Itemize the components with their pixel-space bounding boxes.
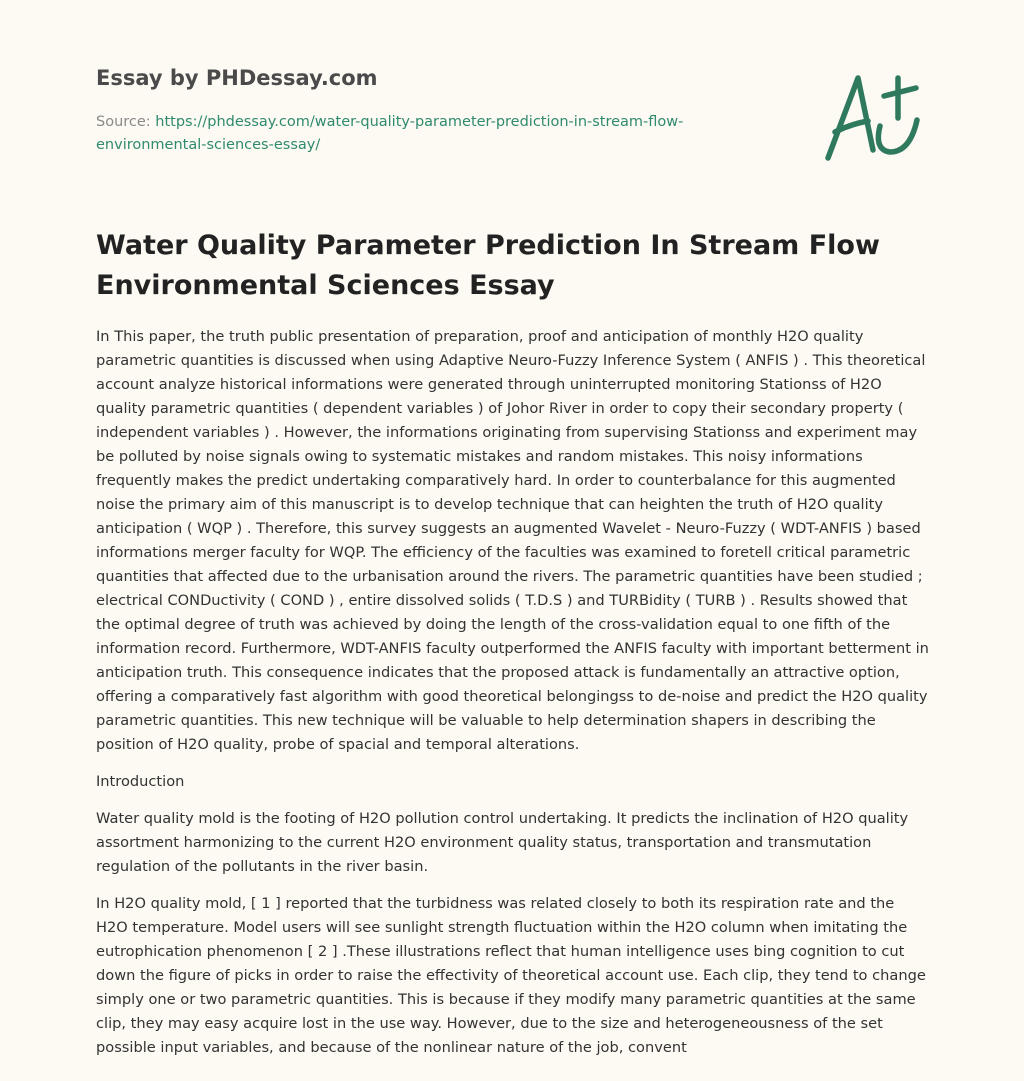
source-label: Source: [96,114,151,130]
source-line [96,111,736,157]
body-paragraph: Water quality mold is the footing of H2O pollution control undertaking. It predicts the inclination of H2O quality assortment harmonizing to the current H2O environment quality status, transportation and transmutation regulation of the pollutants in the river basin. [96,810,909,875]
essay-content [96,325,930,1073]
source-link[interactable]: https://phdessay.com/water-quality-parameter-prediction-in-stream-flow-environmental-sciences-essay/ [96,114,684,153]
site-name: Essay by PHDessay.com [96,66,378,90]
body-paragraph: In H2O quality mold, [ 1 ] reported that the turbidness was related closely to both its respiration rate and the H2O temperature. Model users will see sunlight strength fluctuation within the H2O column when imitating the eutrophication phenomenon [ 2 ] .These illustrations reflect that human intelligence uses bing cognition to cut down the figure of picks in order to raise the effectivity of theoretical account use. Each clip, they tend to change simply one or two parametric quantities. This is because if they modify many parametric quantities at the same clip, they may easy acquire lost in the use way. However, due to the size and heterogeneousness of the set possible input variables, and because of the nonlinear nature of the job, convent [96,895,926,1056]
essay-title: Water Quality Parameter Prediction In Stream Flow Environmental Sciences Essay [96,230,880,301]
a-plus-logo-icon [818,66,930,166]
abstract-paragraph: In This paper, the truth public presentation of preparation, proof and anticipation of monthly H2O quality parametric quantities is discussed when using Adaptive Neuro-Fuzzy Inference System ( ANFIS ) . This theoretical account analyze historical informations were generated through uninterrupted monitoring Stationss of H2O quality parametric quantities ( dependent variables ) of Johor River in order to copy their secondary property ( independent variables ) . However, the informations originating from supervising Stationss and experiment may be polluted by noise signals owing to systematic mistakes and random mistakes. This noisy informations frequently makes the predict undertaking comparatively hard. In order to counterbalance for this augmented noise the primary aim of this manuscript is to develop technique that can heighten the truth of H2O quality anticipation ( WQP ) . Therefore, this survey suggests an augmented Wavelet - Neuro-Fuzzy ( WDT-ANFIS ) based informations merger faculty for WQP. The efficiency of the faculties was examined to foretell critical parametric quantities that affected due to the urbanisation around the rivers. The parametric quantities have been studied ; electrical CONDuctivity ( COND ) , entire dissolved solids ( T.D.S ) and TURBidity ( TURB ) . Results showed that the optimal degree of truth was achieved by doing the length of the cross-validation equal to one fifth of the information record. Furthermore, WDT-ANFIS faculty outperformed the ANFIS faculty with important betterment in anticipation truth. This consequence indicates that the proposed attack is fundamentally an attractive option, offering a comparatively fast algorithm with good theoretical belongingss to de-noise and predict the H2O quality parametric quantities. This new technique will be valuable to help determination shapers in describing the position of H2O quality, probe of spacial and temporal alterations. [96,328,929,753]
section-heading: Introduction [96,773,185,790]
